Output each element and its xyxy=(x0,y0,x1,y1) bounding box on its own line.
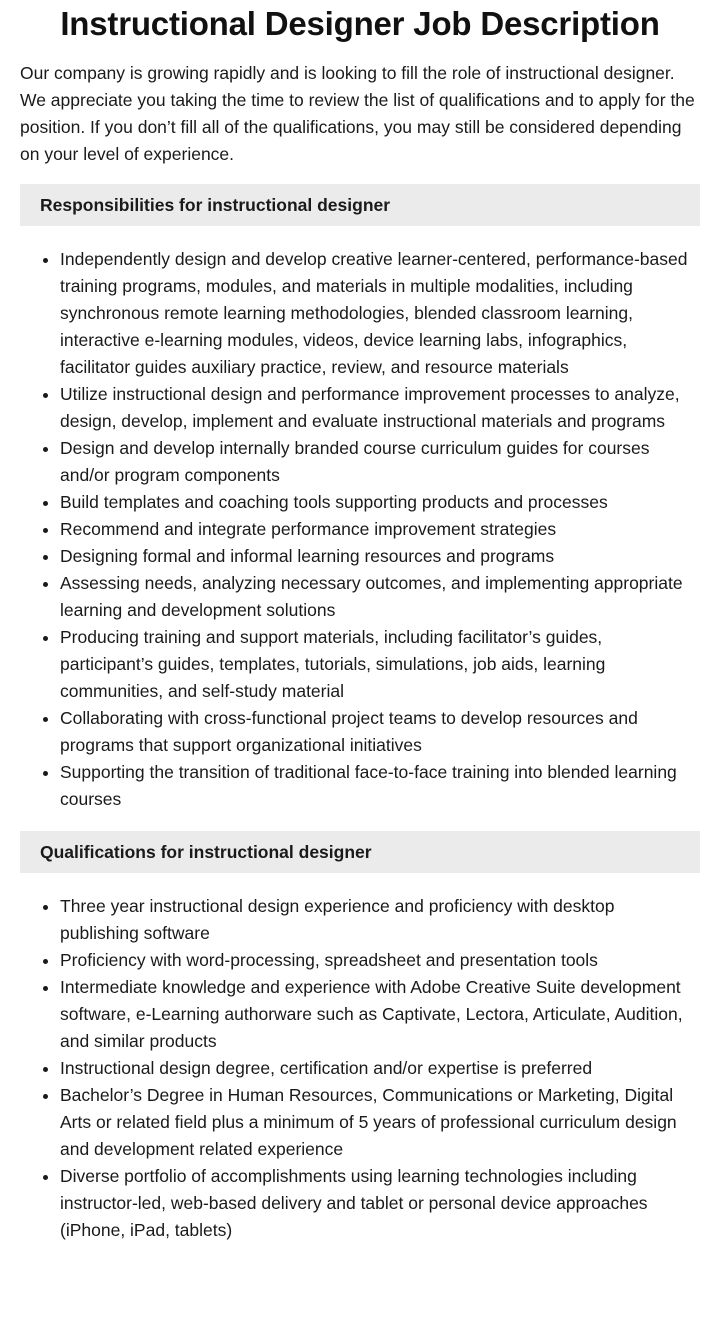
list-item: • Diverse portfolio of accomplishments using learning technologies including instructor-led, web-based delivery and tablet or personal device approaches (iPhone, iPad, tablets) xyxy=(60,1163,700,1244)
list-item: • Design and develop internally branded course curriculum guides for courses and/or program components xyxy=(60,435,700,489)
list-item: • Supporting the transition of traditional face-to-face training into blended learning courses xyxy=(60,759,700,813)
list-item: • Independently design and develop creative learner-centered, performance-based training programs, modules, and materials in multiple modalities, including synchronous remote learning methodologies, blended classroom learning, interactive e-learning modules, videos, device learning labs, infographics, facilitator guides auxiliary practice, review, and resource materials xyxy=(60,246,700,381)
qualifications-list xyxy=(20,893,700,1244)
list-item: • Proficiency with word-processing, spreadsheet and presentation tools xyxy=(60,947,700,974)
page-title: Instructional Designer Job Description xyxy=(60,5,660,42)
list-item: • Build templates and coaching tools supporting products and processes xyxy=(60,489,700,516)
intro-paragraph: Our company is growing rapidly and is looking to fill the role of instructional designer. We appreciate you taking the time to review the list of qualifications and to apply for the position. If you don’t fill all of the qualifications, you may still be considered depending on your level of experience. xyxy=(20,63,695,164)
qualifications-heading: Qualifications for instructional designer xyxy=(20,831,700,873)
list-item: • Three year instructional design experience and proficiency with desktop publishing software xyxy=(60,893,700,947)
responsibilities-heading: Responsibilities for instructional designer xyxy=(20,184,700,226)
list-item: • Intermediate knowledge and experience with Adobe Creative Suite development software, e-Learning authorware such as Captivate, Lectora, Articulate, Audition, and similar products xyxy=(60,974,700,1055)
list-item: • Producing training and support materials, including facilitator’s guides, participant’s guides, templates, tutorials, simulations, job aids, learning communities, and self-study material xyxy=(60,624,700,705)
list-item: • Utilize instructional design and performance improvement processes to analyze, design, develop, implement and evaluate instructional materials and programs xyxy=(60,381,700,435)
list-item: • Instructional design degree, certification and/or expertise is preferred xyxy=(60,1055,700,1082)
list-item: • Collaborating with cross-functional project teams to develop resources and programs that support organizational initiatives xyxy=(60,705,700,759)
list-item: • Assessing needs, analyzing necessary outcomes, and implementing appropriate learning and development solutions xyxy=(60,570,700,624)
list-item: • Bachelor’s Degree in Human Resources, Communications or Marketing, Digital Arts or related field plus a minimum of 5 years of professional curriculum design and development related experience xyxy=(60,1082,700,1163)
responsibilities-list xyxy=(20,246,700,813)
list-item: • Designing formal and informal learning resources and programs xyxy=(60,543,700,570)
list-item: • Recommend and integrate performance improvement strategies xyxy=(60,516,700,543)
